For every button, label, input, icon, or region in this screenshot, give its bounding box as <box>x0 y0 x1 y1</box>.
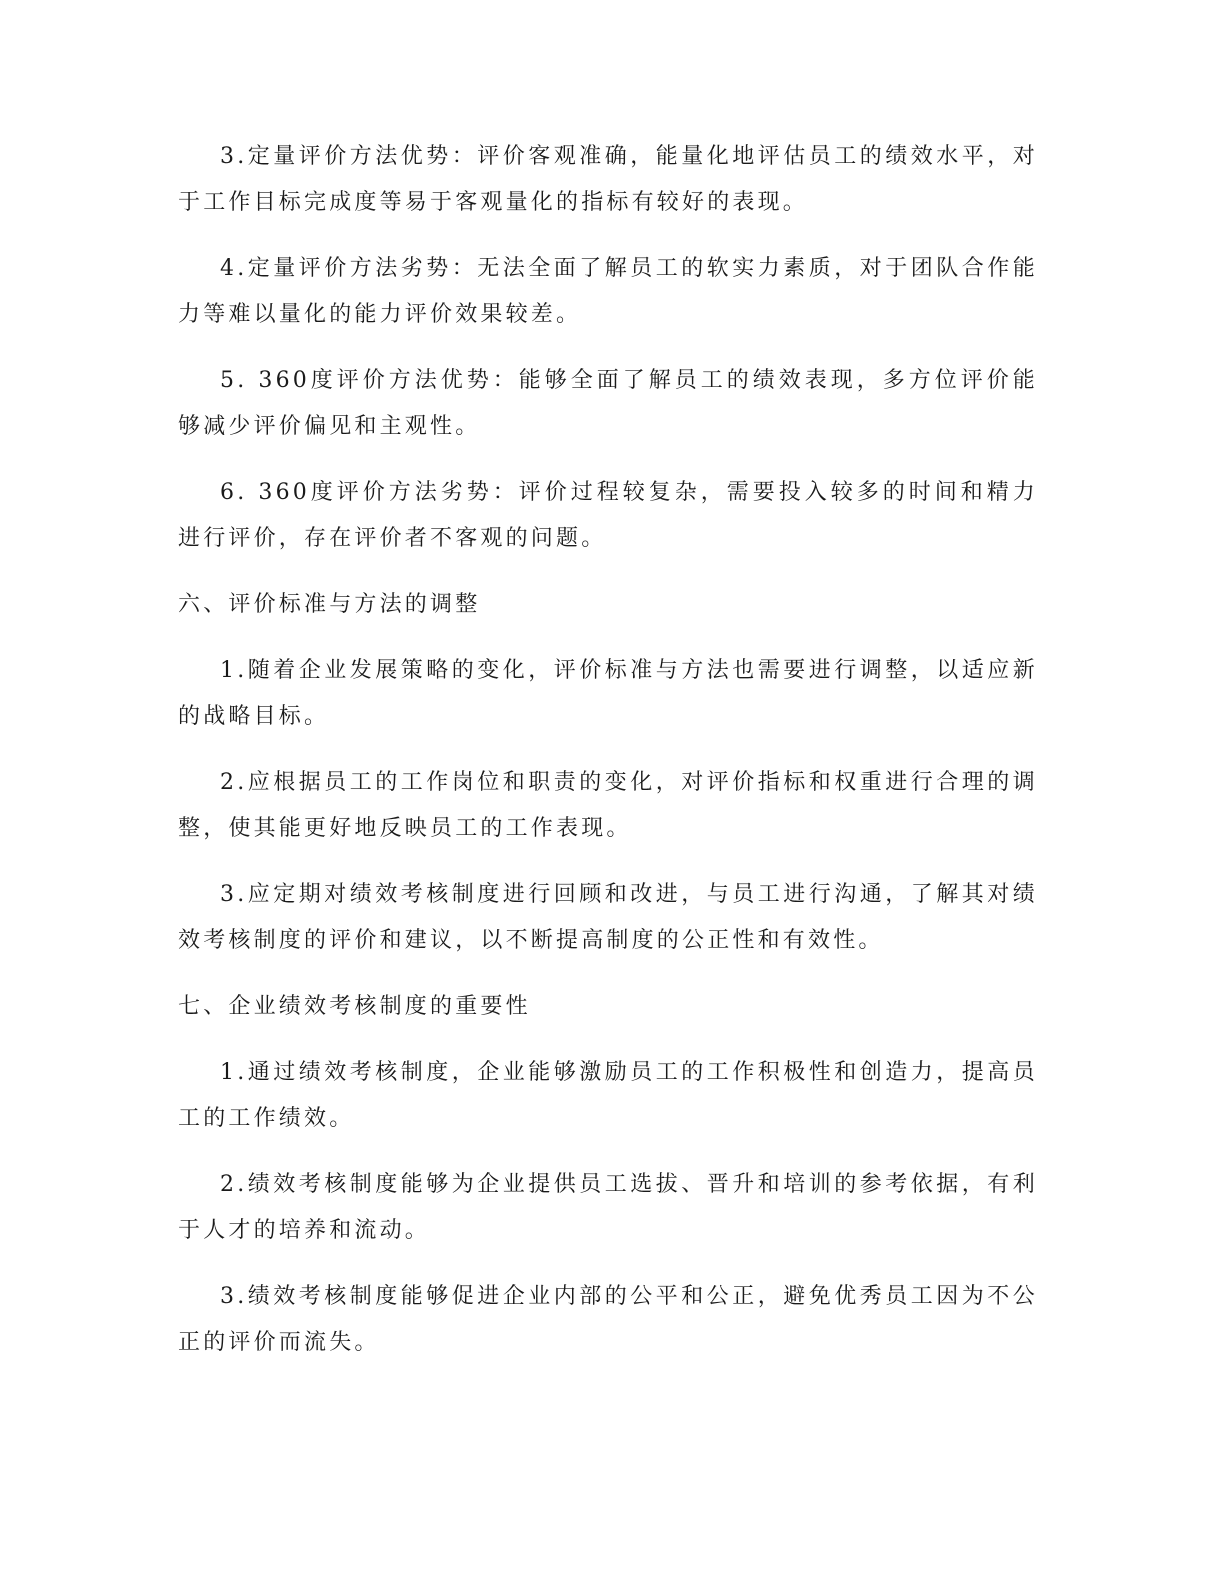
paragraph-adjustment-2: 2.应根据员工的工作岗位和职责的变化，对评价指标和权重进行合理的调整，使其能更好地反映员工的工作表现。 <box>178 770 1038 841</box>
paragraph-importance-3: 3.绩效考核制度能够促进企业内部的公平和公正，避免优秀员工因为不公正的评价而流失。 <box>178 1284 1038 1355</box>
document-page <box>178 134 1038 1386</box>
paragraph-importance-1: 1.通过绩效考核制度，企业能够激励员工的工作积极性和创造力，提高员工的工作绩效。 <box>178 1060 1038 1131</box>
paragraph-360-disadvantage: 6. 360度评价方法劣势：评价过程较复杂，需要投入较多的时间和精力进行评价，存在评价者不客观的问题。 <box>178 480 1038 551</box>
paragraph-adjustment-3: 3.应定期对绩效考核制度进行回顾和改进，与员工进行沟通，了解其对绩效考核制度的评价和建议，以不断提高制度的公正性和有效性。 <box>178 882 1038 953</box>
paragraph-importance-2: 2.绩效考核制度能够为企业提供员工选拔、晋升和培训的参考依据，有利于人才的培养和流动。 <box>178 1172 1038 1243</box>
paragraph-quant-advantage: 3.定量评价方法优势：评价客观准确，能量化地评估员工的绩效水平，对于工作目标完成度等易于客观量化的指标有较好的表现。 <box>178 144 1038 215</box>
paragraph-360-advantage: 5. 360度评价方法优势：能够全面了解员工的绩效表现，多方位评价能够减少评价偏见和主观性。 <box>178 368 1038 439</box>
section-heading-importance: 七、企业绩效考核制度的重要性 <box>178 994 531 1019</box>
paragraph-adjustment-1: 1.随着企业发展策略的变化，评价标准与方法也需要进行调整，以适应新的战略目标。 <box>178 658 1038 729</box>
paragraph-quant-disadvantage: 4.定量评价方法劣势：无法全面了解员工的软实力素质，对于团队合作能力等难以量化的能力评价效果较差。 <box>178 256 1038 327</box>
section-heading-adjustment: 六、评价标准与方法的调整 <box>178 592 481 617</box>
